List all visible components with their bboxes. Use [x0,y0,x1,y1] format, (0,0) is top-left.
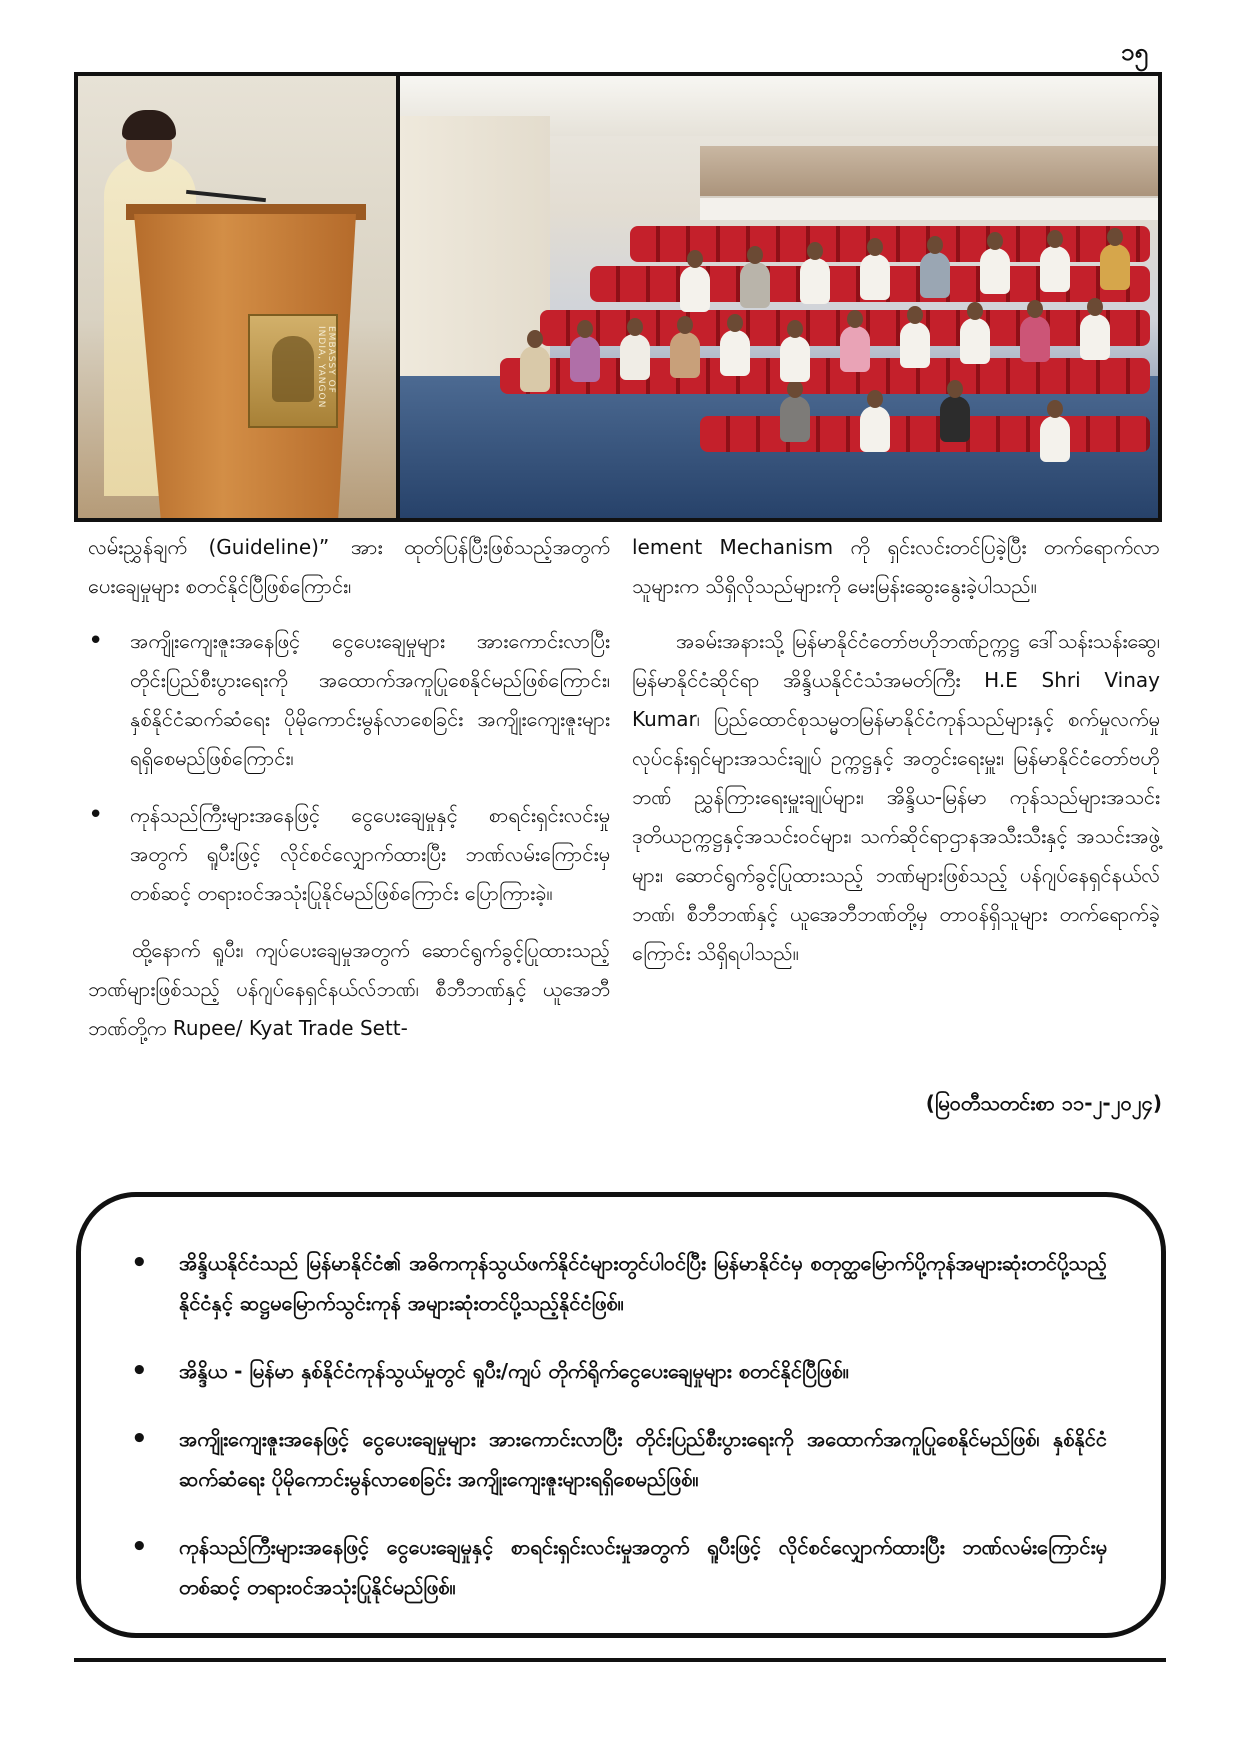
summary-text: ကုန်သည်ကြီးများအနေဖြင့် ငွေပေးချေမှုနှင့် စာရင်းရှင်းလင်းမှုအတွက် ရူပီးဖြင့် လိုင်စင်လျှောက်ထားပြီး ဘဏ်လမ်းကြောင်းမှတစ်ဆင့် တရားဝင်အသုံးပြုနိုင်မည်ဖြစ်။ [179,1535,1107,1599]
page-number: ၁၅ [1121,38,1148,66]
summary-text: အိန္ဒိယနိုင်ငံသည် မြန်မာနိုင်ငံ၏ အဓိကကုန်သွယ်ဖက်နိုင်ငံများတွင်ပါဝင်ပြီး မြန်မာနိုင်ငံမှ စတုတ္ထမြောက်ပို့ကုန်အများဆုံးတင်ပို့သည့်နိုင်ငံနှင့် ဆဋ္ဌမမြောက်သွင်းကုန် အများဆုံးတင်ပို့သည့်နိုင်ငံဖြစ်။ [179,1251,1107,1315]
source-credit: (မြဝတီသတင်းစာ ၁၁-၂-၂၀၂၄) [925,1091,1162,1115]
attendees-paragraph: အခမ်းအနားသို့ မြန်မာနိုင်ငံတော်ဗဟိုဘဏ်ဥက္ကဋ္ဌ ဒေါ်သန်းသန်းဆွေ၊ မြန်မာနိုင်ငံဆိုင်ရာ အိန္ဒိယနိုင်ငံသံအမတ်ကြီး H.E Shri Vinay Kumar၊ ပြည်ထောင်စုသမ္မတမြန်မာနိုင်ငံကုန်သည်များနှင့် စက်မှုလက်မှုလုပ်ငန်းရှင်များအသင်းချုပ် ဥက္ကဋ္ဌနှင့် အတွင်းရေးမှူး၊ မြန်မာနိုင်ငံတော်ဗဟိုဘဏ် ညွှန်ကြားရေးမှူးချုပ်များ၊ အိန္ဒိယ-မြန်မာ ကုန်သည်များအသင်း ဒုတိယဥက္ကဋ္ဌနှင့်အသင်းဝင်များ၊ သက်ဆိုင်ရာဌာနအသီးသီးနှင့် အသင်းအဖွဲ့များ၊ ဆောင်ရွက်ခွင့်ပြုထားသည့် ဘဏ်များဖြစ်သည့် ပန်ဂျပ်နေရှင်နယ်လ်ဘဏ်၊ စီဘီဘဏ်နှင့် ယူအေဘီဘဏ်တို့မှ တာဝန်ရှိသူများ တက်ရောက်ခဲ့ကြောင်း သိရှိရပါသည်။ [632,629,1160,965]
summary-item [131,1419,1107,1499]
summary-text: အိန္ဒိယ - မြန်မာ နှစ်နိုင်ငံကုန်သွယ်မှုတွင် ရူပီး/ကျပ် တိုက်ရိုက်ငွေပေးချေမှုများ စတင်နိုင်ပြီဖြစ်။ [179,1359,849,1383]
lion-capital-emblem-icon [272,336,314,402]
bullet-icon: • [131,1248,148,1278]
event-photo [74,72,1162,522]
closing-paragraph: ထို့နောက် ရူပီး၊ ကျပ်ပေးချေမှုအတွက် ဆောင်ရွက်ခွင့်ပြုထားသည့်ဘဏ်များဖြစ်သည့် ပန်ဂျပ်နေရှင်နယ်လ်ဘဏ်၊ စီဘီဘဏ်နှင့် ယူအေဘီဘဏ်တို့က Rupee/ Kyat Trade Sett- [88,938,610,1040]
bullet-text: အကျိုးကျေးဇူးအနေဖြင့် ငွေပေးချေမှုများ အားကောင်းလာပြီး တိုင်းပြည်စီးပွားရေးကို အထောက်အကူပြုစေနိုင်မည်ဖြစ်ကြောင်း၊ နှစ်နိုင်ငံဆက်ဆံရေး ပိုမိုကောင်းမွန်လာစေခြင်း အကျိုးကျေးဇူးများရရှိစေမည်ဖြစ်ကြောင်း၊ [130,629,610,770]
bullet-icon: • [131,1356,148,1386]
left-bullet-item [88,622,610,778]
summary-text: အကျိုးကျေးဇူးအနေဖြင့် ငွေပေးချေမှုများ အားကောင်းလာပြီး တိုင်းပြည်စီးပွားရေးကို အထောက်အကူပြုစေနိုင်မည်ဖြစ်၊ နှစ်နိုင်ငံဆက်ဆံရေး ပိုမိုကောင်းမွန်လာစေခြင်း အကျိုးကျေးဇူးများရရှိစေမည်ဖြစ်။ [179,1427,1107,1491]
summary-item [131,1243,1107,1323]
bullet-icon: • [88,626,104,656]
bullet-text: ကုန်သည်ကြီးများအနေဖြင့် ငွေပေးချေမှုနှင့် စာရင်းရှင်းလင်းမှုအတွက် ရူပီးဖြင့် လိုင်စင်လျှောက်ထားပြီး ဘဏ်လမ်းကြောင်းမှတစ်ဆင့် တရားဝင်အသုံးပြုနိုင်မည်ဖြစ်ကြောင်း ပြောကြားခဲ့။ [130,803,610,905]
audience-seating [480,226,1158,486]
microphone-icon [186,190,266,202]
audience-photo [400,76,1158,518]
lead-paragraph: လမ်းညွှန်ချက် (Guideline)” အား ထုတ်ပြန်ပြီးဖြစ်သည့်အတွက် ပေးချေမှုများ စတင်နိုင်ပြီဖြစ်ကြောင်း၊ [88,535,610,598]
summary-item [131,1527,1107,1607]
summary-item [131,1351,1107,1391]
summary-box [76,1192,1166,1638]
embassy-plaque [248,314,338,428]
bullet-icon: • [131,1532,148,1562]
left-column [88,528,610,1064]
left-bullet-item [88,796,610,913]
bottom-rule [74,1658,1166,1662]
bullet-icon: • [88,800,104,830]
balcony-rail [700,196,1158,220]
speaker-photo [78,76,396,518]
continued-paragraph: lement Mechanism ကို ရှင်းလင်းတင်ပြခဲ့ပြီး တက်ရောက်လာသူများက သိရှိလိုသည်များကို မေးမြန်းဆွေးနွေးခဲ့ပါသည်။ [632,535,1160,598]
bullet-icon: • [131,1424,148,1454]
plaque-text: EMBASSY OF INDIA, YANGON [316,326,336,409]
right-column [632,528,1160,989]
